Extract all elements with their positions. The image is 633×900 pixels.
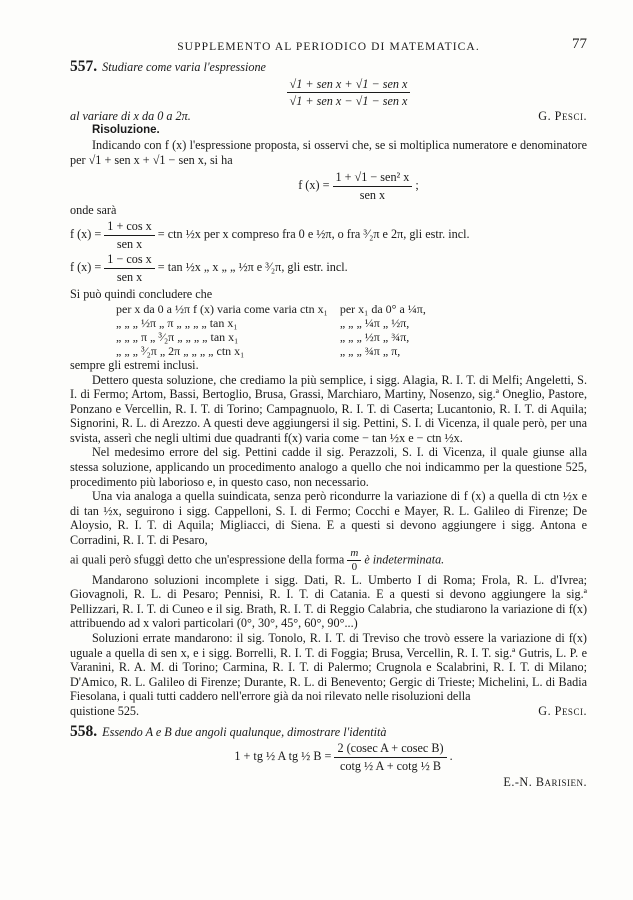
- paragraph-wrong-last: quistione 525.: [70, 703, 140, 718]
- paragraph-incomplete: Mandarono soluzioni incomplete i sigg. Dati, R. L. Umberto I di Roma; Frola, R. L. d'Ivrea; Giovagnoli, R. L. di Pesaro; Pennisi, R. I. T. di Catania. E a questi si devono aggiungere la sig.ª Pellizzari, R. I. T. di Cuneo e il sig. Brath, R. I. T. di Reggio Calabria, che studiarono la variazione di f(x) attribuendo ad x valori particolari (0°, 30°, 45°, 60°, 90°...): [70, 572, 587, 631]
- case-1-fraction: [104, 219, 154, 251]
- formula-numerator: 1 + √1 − sen² x: [333, 170, 413, 187]
- case-1-denominator: sen x: [116, 236, 143, 251]
- indeterminate-end: è indeterminata.: [364, 551, 445, 566]
- author: G. Pesci.: [538, 108, 587, 123]
- identity-end: .: [449, 749, 453, 764]
- page-header: [70, 36, 587, 60]
- case-2-denominator: sen x: [116, 269, 143, 284]
- section-heading: Risoluzione.: [92, 124, 160, 137]
- table-cell: „ „ „ ¼π „ ½π,: [339, 315, 410, 330]
- table-row: [110, 330, 432, 344]
- formula-denominator: sen x: [359, 187, 386, 202]
- onde-text: onde sarà: [70, 203, 117, 218]
- table-row: [110, 316, 432, 330]
- author: E.-N. Barisien.: [503, 775, 587, 790]
- paragraph-analogous: Una via analoga a quella suindicata, senza però ricondurre la variazione di f (x) a quella di ctn ½x e di tan ½x, seguirono i sigg. Cappelloni, S. I. di Fermo; Cocchi e Mayer, R. L. Galileo di Firenze; De Aloysio, R. I. T. di Aquila; Migliacci, di Siena. E a questi si devono aggiungere i sigg. Antona e Corradini, R. I. T. di Pesaro,: [70, 489, 587, 548]
- indeterminate-fraction: [347, 548, 361, 573]
- formula-fraction: [333, 170, 413, 202]
- case-1: [70, 219, 587, 251]
- table-row: [110, 302, 432, 316]
- case-1-numerator: 1 + cos x: [104, 219, 154, 236]
- formula-lhs: f (x) =: [298, 178, 330, 193]
- expression-denominator: √1 + sen x − √1 − sen x: [289, 94, 408, 109]
- case-2-rhs: = tan ½x „ x „ „ ½π e ³⁄₂π, gli estr. incl.: [157, 260, 348, 275]
- paragraph-indeterminate: [70, 548, 587, 573]
- problem-number: 558.: [70, 722, 98, 740]
- paragraph-solvers: Dettero questa soluzione, che crediamo la più semplice, i sigg. Alagia, R. I. T. di Melfi; Angeletti, S. I. di Fermo; Artom, Bassi, Bertoglio, Brusa, Grassi, Marchiaro, Martiny, Nosenzo, sig.ª Oneglio, Pastore, Ponzano e Vercellin, R. I. T. di Torino; Campagnuolo, R. I. T. di Caserta; Lucantonio, R. I. T. di Aquila; Signorini, R. L. di Arezzo. A questi deve aggiungersi il sig. Pettini, S. I. di Vicenza, il quale però, per una svista, asserì che negli ultimi due quadranti f(x) varia come − tan ½x e − ctn ½x.: [70, 372, 587, 445]
- table-cell: „ „ „ π „ ³⁄₂π „ „ „ „ tan x₁: [116, 329, 239, 344]
- table-cell: per x da 0 a ½π f (x) varia come varia ctn x₁: [116, 301, 328, 316]
- running-title: SUPPLEMENTO AL PERIODICO DI MATEMATICA.: [177, 41, 480, 53]
- extremes-text: sempre gli estremi inclusi.: [70, 357, 199, 372]
- problem-statement: Essendo A e B due angoli qualunque, dimostrare l'identità: [102, 724, 387, 739]
- table-cell: „ „ „ ½π „ ¾π,: [339, 329, 410, 344]
- problem-number: 557.: [70, 58, 98, 75]
- author: G. Pesci.: [538, 703, 587, 718]
- problem-557: [70, 60, 587, 719]
- case-2-numerator: 1 − cos x: [104, 252, 154, 269]
- indeterminate-numerator: m: [347, 548, 361, 561]
- expression-fraction: [287, 77, 411, 109]
- indeterminate-denominator: 0: [351, 560, 358, 573]
- problem-558: [70, 722, 587, 790]
- solution-paragraph: Indicando con f (x) l'espressione proposta, si osservi che, se si moltiplica numeratore e denominatore per √1 + sen x + √1 − sen x, si ha: [70, 137, 587, 167]
- case-2-lhs: f (x) =: [70, 260, 102, 275]
- paragraph-wrong: Soluzioni errate mandarono: il sig. Tonolo, R. I. T. di Treviso che trovò essere la variazione di f(x) uguale a quella di sen x, e i sigg. Borrelli, R. I. T. di Foggia; Brusa, Vercellin, R. I. T. sig.ª Gutris, L. P. e Varanini, R. A. M. di Torino; Carmina, R. I. T. di Palermo; Crugnola e Scalabrini, R. I. T. di Milano; D'Amico, R. L. Galileo di Firenze; Durante, R. L. di Benevento; Gergic di Trieste; Michelini, L. di Badia Fiesolana, i quali tutti caddero nell'errore già da noi rilevato nelle risoluzioni della: [70, 631, 587, 704]
- identity-denominator: cotg ½ A + cotg ½ B: [339, 758, 441, 773]
- table-cell: per x₁ da 0° a ¼π,: [339, 301, 426, 316]
- case-1-lhs: f (x) =: [70, 226, 102, 241]
- variation-table: [110, 302, 432, 358]
- conclusion-text: Si può quindi concludere che: [70, 287, 213, 302]
- identity-numerator: 2 (cosec A + cosec B): [334, 741, 446, 758]
- table-cell: „ „ „ ¾π „ π,: [339, 343, 401, 358]
- paragraph-same-error: Nel medesimo errore del sig. Pettini cadde il sig. Perazzoli, S. I. di Vicenza, il quale giunse alla stessa soluzione, applicando un procedimento analogo a quello che noi indicammo per la questione 525, procedimento più laborioso e, in questo caso, non necessario.: [70, 445, 587, 489]
- page-number: 77: [572, 36, 587, 52]
- indeterminate-text: ai quali però sfuggì detto che un'espressione della forma: [70, 551, 345, 566]
- identity-fraction: [334, 741, 446, 773]
- expression-numerator: √1 + sen x + √1 − sen x: [287, 77, 411, 94]
- table-row: [110, 344, 432, 358]
- problem-statement: Studiare come varia l'espressione: [102, 60, 266, 74]
- case-1-rhs: = ctn ½x per x compreso fra 0 e ½π, o fra ³⁄₂π e 2π, gli estr. incl.: [157, 226, 470, 241]
- case-2-fraction: [104, 252, 154, 284]
- identity-lhs: 1 + tg ½ A tg ½ B =: [234, 749, 332, 764]
- table-cell: „ „ „ ³⁄₂π „ 2π „ „ „ „ ctn x₁: [116, 343, 245, 358]
- table-cell: „ „ „ ½π „ π „ „ „ „ tan x₁: [116, 315, 238, 330]
- case-2: [70, 252, 587, 284]
- range-text: al variare di x da 0 a 2π.: [70, 108, 191, 123]
- formula-end: ;: [415, 178, 419, 193]
